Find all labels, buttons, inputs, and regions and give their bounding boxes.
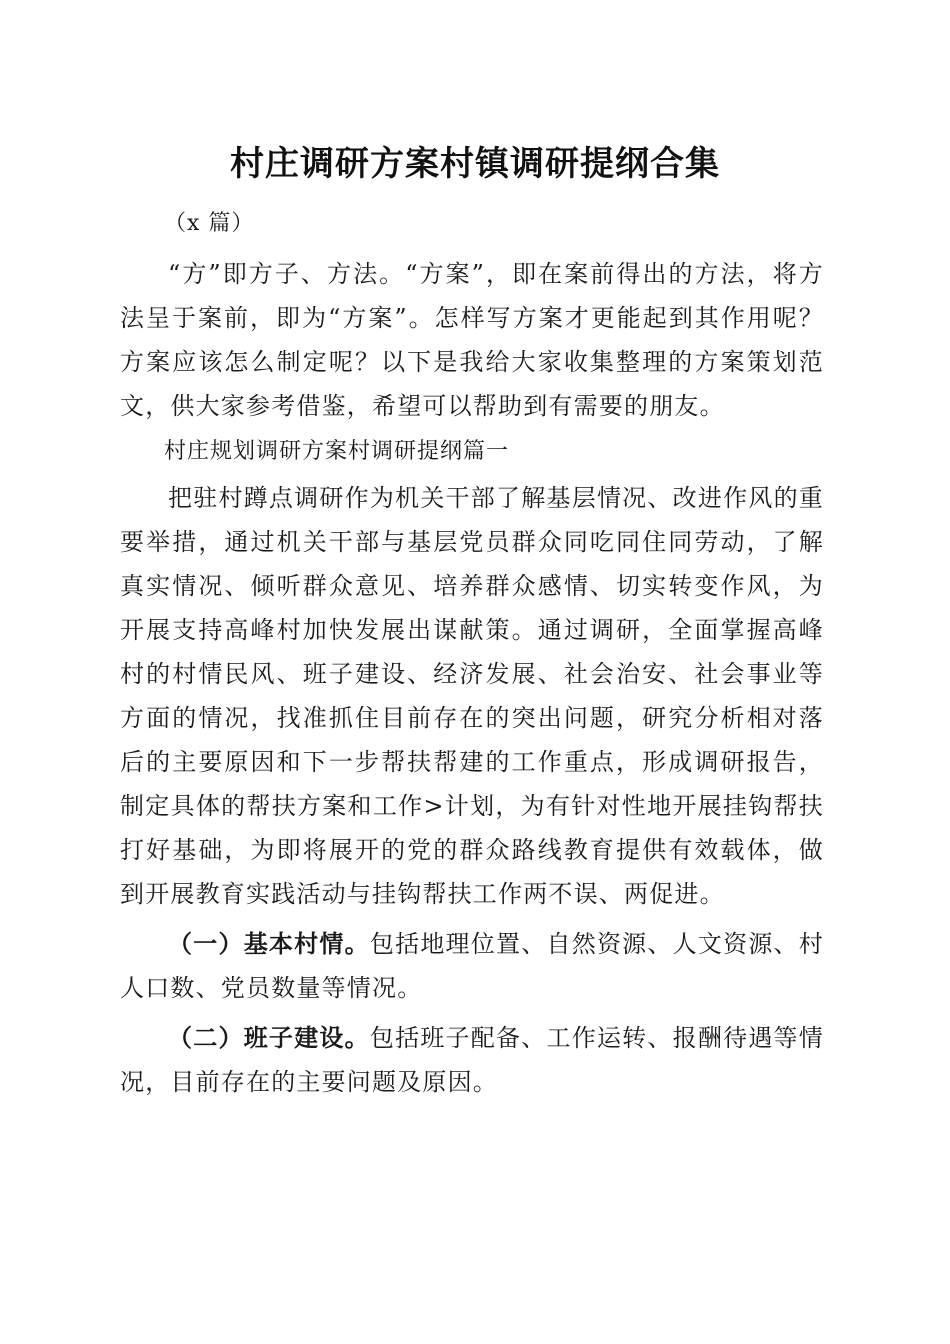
subtitle: （x 篇） — [164, 211, 255, 236]
main-paragraph: 把驻村蹲点调研作为机关干部了解基层情况、改进作风的重要举措，通过机关干部与基层党员群众同吃同住同劳动，了解真实情况、倾听群众意见、培养群众感情、切实转变作风，为开展支持高峰村加快发展出谋献策。通过调研，全面掌握高峰村的村情民风、班子建设、经济发展、社会治安、社会事业等方面的情况，找准抓住目前存在的突出问题，研究分析相对落后的主要原因和下一步帮扶帮建的工作重点，形成调研报告，制定具体的帮扶方案和工作>计划，为有针对性地开展挂钩帮扶打好基础，为即将展开的党的群众路线教育提供有效载体，做到开展教育实践活动与挂钩帮扶工作两不误、两促进。 — [120, 484, 824, 908]
list-item-text: 包括地理位置、自然资源、人文资源、村人口数、党员数量等情况。 — [120, 930, 824, 1002]
list-item — [120, 922, 824, 1010]
intro-paragraph: “方”即方子、方法。“方案”，即在案前得出的方法，将方法呈于案前，即为“方案”。怎样写方案才更能起到其作用呢？方案应该怎么制定呢？以下是我给大家收集整理的方案策划范文，供大家参考借鉴，希望可以帮助到有需要的朋友。 — [120, 260, 824, 420]
list-item-lead: （一）基本村情。 — [168, 929, 370, 958]
document-title: 村庄调研方案村镇调研提纲合集 — [230, 144, 720, 184]
section-heading: 村庄规划调研方案村调研提纲篇一 — [164, 439, 510, 464]
list-item — [120, 1016, 824, 1104]
list-item-text: 包括班子配备、工作运转、报酬待遇等情况，目前存在的主要问题及原因。 — [120, 1024, 824, 1096]
list-item-lead: （二）班子建设。 — [168, 1023, 370, 1052]
document-body — [120, 202, 824, 1104]
